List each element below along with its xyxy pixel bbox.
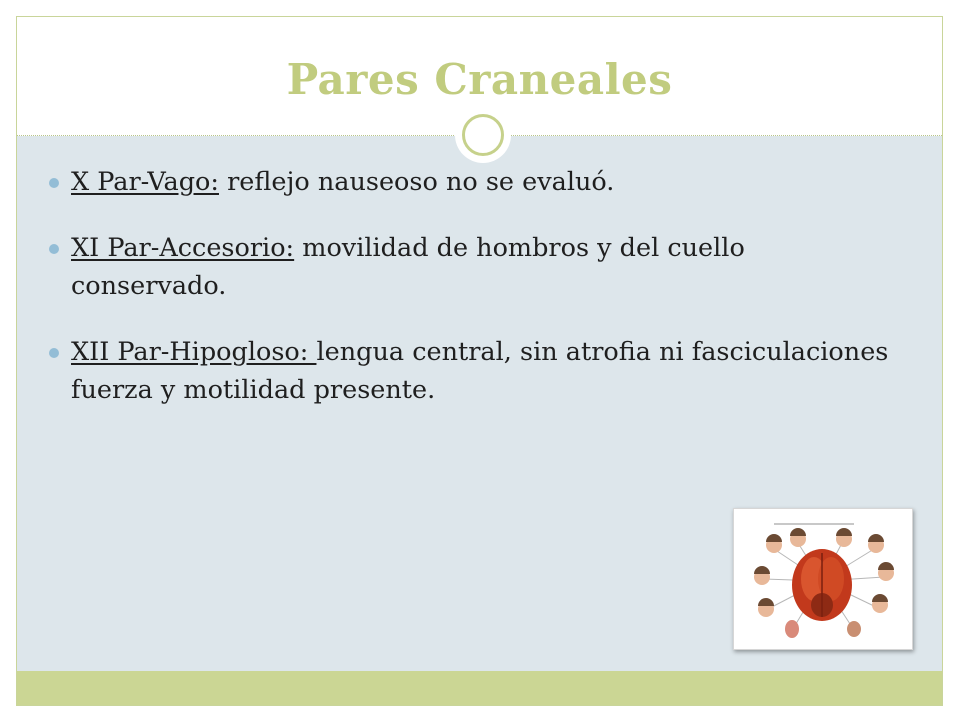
bullet-dot-icon (49, 348, 59, 358)
bullet-text: movilidad de hombros y del cuello conservado. (71, 233, 745, 301)
slide-title: Pares Craneales (286, 55, 673, 104)
bullet-dot-icon (49, 244, 59, 254)
bullet-dot-icon (49, 178, 59, 188)
cranial-nerves-diagram-icon (734, 509, 912, 649)
bullet-label: XII Par-Hipogloso: (71, 337, 317, 367)
bottom-bar (17, 671, 942, 705)
cranial-nerves-image (733, 508, 913, 650)
circle-ornament-icon (455, 107, 511, 163)
bullet-list (47, 163, 907, 437)
bullet-label: XI Par-Accesorio: (71, 233, 295, 263)
bullet-item (47, 333, 907, 409)
bullet-label: X Par-Vago: (71, 167, 219, 197)
bullet-item (47, 229, 907, 305)
bullet-text: lengua central, sin atrofia ni fasciculaciones fuerza y motilidad presente. (71, 337, 889, 405)
bullet-item (47, 163, 907, 201)
bullet-text: reflejo nauseoso no se evaluó. (218, 167, 615, 197)
slide-frame (16, 16, 943, 706)
